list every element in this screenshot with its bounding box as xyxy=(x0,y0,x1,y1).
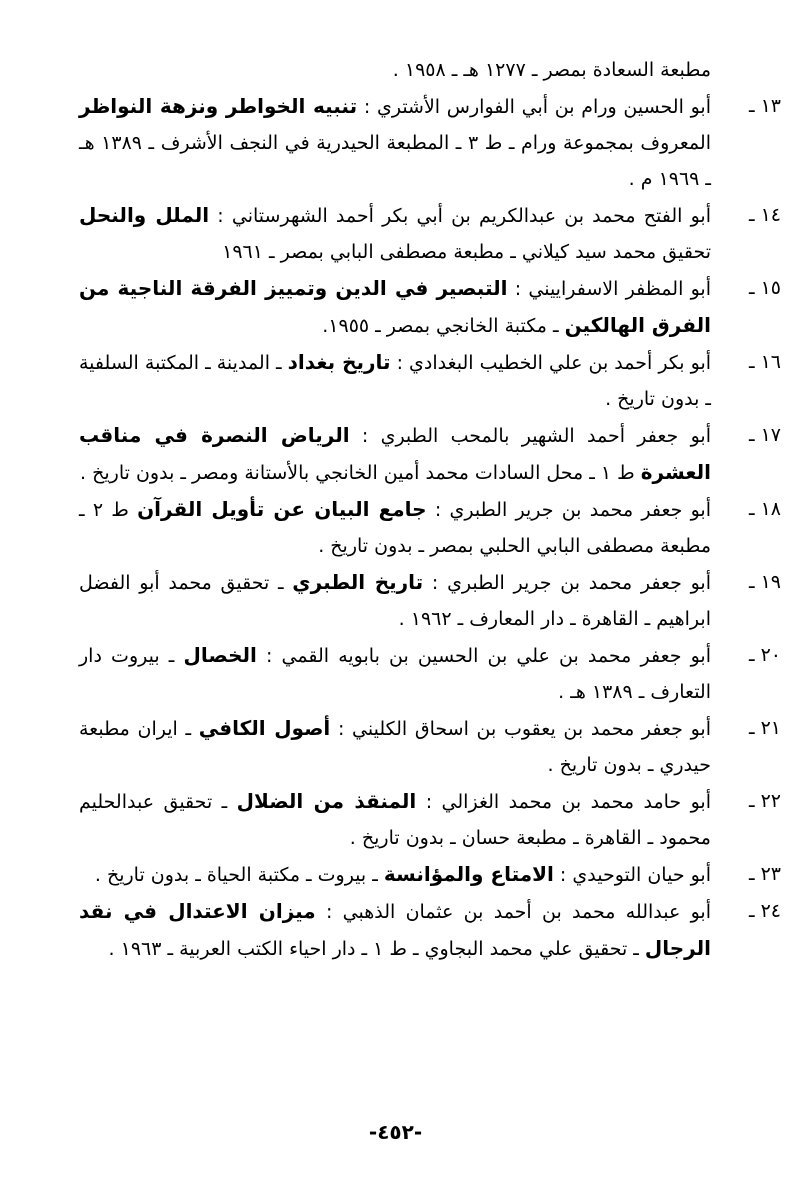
bib-entry-19 xyxy=(79,564,781,637)
entry-publication: ـ بيروت ـ مكتبة الحياة ـ بدون تاريخ . xyxy=(94,864,384,886)
entry-publication: ـ ايران مطبعة حيدري ـ بدون تاريخ . xyxy=(79,718,711,776)
entry-publication: ـ تحقيق عبدالحليم محمود ـ القاهرة ـ مطبعة حسان ـ بدون تاريخ . xyxy=(79,791,711,849)
bib-entry-21 xyxy=(79,710,781,783)
entry-author: أبو المظفر الاسفراييني : xyxy=(507,278,711,300)
entry-publication: تحقيق محمد سيد كيلاني ـ مطبعة مصطفى البابي بمصر ـ ١٩٦١ xyxy=(222,241,711,263)
entry-number: ٢١ ـ xyxy=(748,717,781,739)
bib-entry-13 xyxy=(79,88,781,197)
entry-title: الرياض النصرة في مناقب العشرة xyxy=(79,423,711,484)
entry-number: ٢٢ ـ xyxy=(748,790,781,812)
entry-publication: ط ١ ـ محل السادات محمد أمين الخانجي بالأستانة ومصر ـ بدون تاريخ . xyxy=(80,462,641,484)
entry-title: الامتاع والمؤانسة xyxy=(383,862,554,886)
entry-title: أصول الكافي xyxy=(198,716,331,740)
entry-title: الملل والنحل xyxy=(79,203,210,227)
entry-text xyxy=(79,88,711,197)
bib-entry-16 xyxy=(79,344,781,417)
entry-publication: المعروف بمجموعة ورام ـ ط ٣ ـ المطبعة الحيدرية في النجف الأشرف ـ ١٣٨٩ هـ ـ ١٩٦٩ م . xyxy=(79,132,711,190)
bib-entry-18 xyxy=(79,491,781,564)
entry-publication: ـ مكتبة الخانجي بمصر ـ ١٩٥٥. xyxy=(322,315,565,337)
entry-title: المنقذ من الضلال xyxy=(236,789,417,813)
entry-author: أبو بكر أحمد بن علي الخطيب البغدادي : xyxy=(390,352,712,374)
entry-number: ١٨ ـ xyxy=(748,498,781,520)
entry-number: ٢٣ ـ xyxy=(748,863,781,885)
entry-author: أبو جعفر محمد بن يعقوب بن اسحاق الكليني : xyxy=(330,718,711,740)
entry-text xyxy=(79,783,711,856)
bib-entry-22 xyxy=(79,783,781,856)
bibliography-page xyxy=(79,52,781,967)
entry-number: ١٧ ـ xyxy=(748,424,781,446)
entry-text xyxy=(79,637,711,710)
bib-entry-20 xyxy=(79,637,781,710)
entry-publication: ـ المدينة ـ المكتبة السلفية ـ بدون تاريخ . xyxy=(79,352,711,410)
entry-publication: ط ٢ ـ مطبعة مصطفى البابي الحلبي بمصر ـ بدون تاريخ . xyxy=(79,499,711,557)
entry-author: أبو حيان التوحيدي : xyxy=(553,864,711,886)
entry-title: جامع البيان عن تأويل القرآن xyxy=(137,497,427,521)
entry-number: ٢٤ ـ xyxy=(748,900,781,922)
bib-entry-23 xyxy=(79,856,781,893)
entry-text xyxy=(79,491,711,564)
entry-title: تاريخ الطبري xyxy=(292,570,424,594)
continuation-line: مطبعة السعادة بمصر ـ ١٢٧٧ هـ ـ ١٩٥٨ . xyxy=(392,59,711,81)
entry-number: ١٦ ـ xyxy=(748,351,781,373)
entry-title: تاريخ بغداد xyxy=(287,350,391,374)
entry-text xyxy=(79,856,711,893)
bib-entry-15 xyxy=(79,270,781,344)
entry-number: ٢٠ ـ xyxy=(748,644,781,666)
entry-title: الخصال xyxy=(183,643,257,667)
entry-text xyxy=(79,344,711,417)
entry-author: أبو حامد محمد بن محمد الغزالي : xyxy=(416,791,711,813)
entry-title: التبصير في الدين وتمييز الفرقة الناجية من الفرق الهالكين xyxy=(79,276,711,337)
entry-number: ١٤ ـ xyxy=(748,204,781,226)
entry-title: تنبيه الخواطر ونزهة النواظر xyxy=(79,94,358,118)
entry-number: ١٩ ـ xyxy=(748,571,781,593)
entry-author: أبو عبدالله محمد بن أحمد بن عثمان الذهبي : xyxy=(315,901,711,923)
entry-text xyxy=(79,270,711,344)
entry-author: أبو الحسين ورام بن أبي الفوارس الأشتري : xyxy=(357,96,711,118)
bib-entry-14 xyxy=(79,197,781,270)
entry-text xyxy=(79,893,711,967)
entry-text xyxy=(79,417,711,491)
entry-author: أبو الفتح محمد بن عبدالكريم بن أبي بكر أحمد الشهرستاني : xyxy=(209,205,711,227)
entry-publication: ـ تحقيق علي محمد البجاوي ـ ط ١ ـ دار احياء الكتب العربية ـ ١٩٦٣ . xyxy=(108,938,645,960)
entry-author: أبو جعفر أحمد الشهير بالمحب الطبري : xyxy=(349,425,711,447)
entry-title: ميزان الاعتدال في نقد الرجال xyxy=(79,899,711,960)
entry-text xyxy=(79,710,711,783)
entry-number: ١٣ ـ xyxy=(748,95,781,117)
entry-publication: ـ تحقيق محمد أبو الفضل ابراهيم ـ القاهرة ـ دار المعارف ـ ١٩٦٢ . xyxy=(79,572,711,630)
entry-author: أبو جعفر محمد بن جرير الطبري : xyxy=(426,499,711,521)
entry-text xyxy=(79,564,711,637)
entry-author: أبو جعفر محمد بن علي بن الحسين بن بابويه القمي : xyxy=(256,645,712,667)
page-number: -٤٥٢- xyxy=(368,1120,423,1144)
bib-entry-24 xyxy=(79,893,781,967)
entry-text xyxy=(79,197,711,270)
entry-number: ١٥ ـ xyxy=(748,277,781,299)
entry-author: أبو جعفر محمد بن جرير الطبري : xyxy=(423,572,712,594)
bib-entry-17 xyxy=(79,417,781,491)
entry-publication: ـ بيروت دار التعارف ـ ١٣٨٩ هـ . xyxy=(79,645,711,703)
